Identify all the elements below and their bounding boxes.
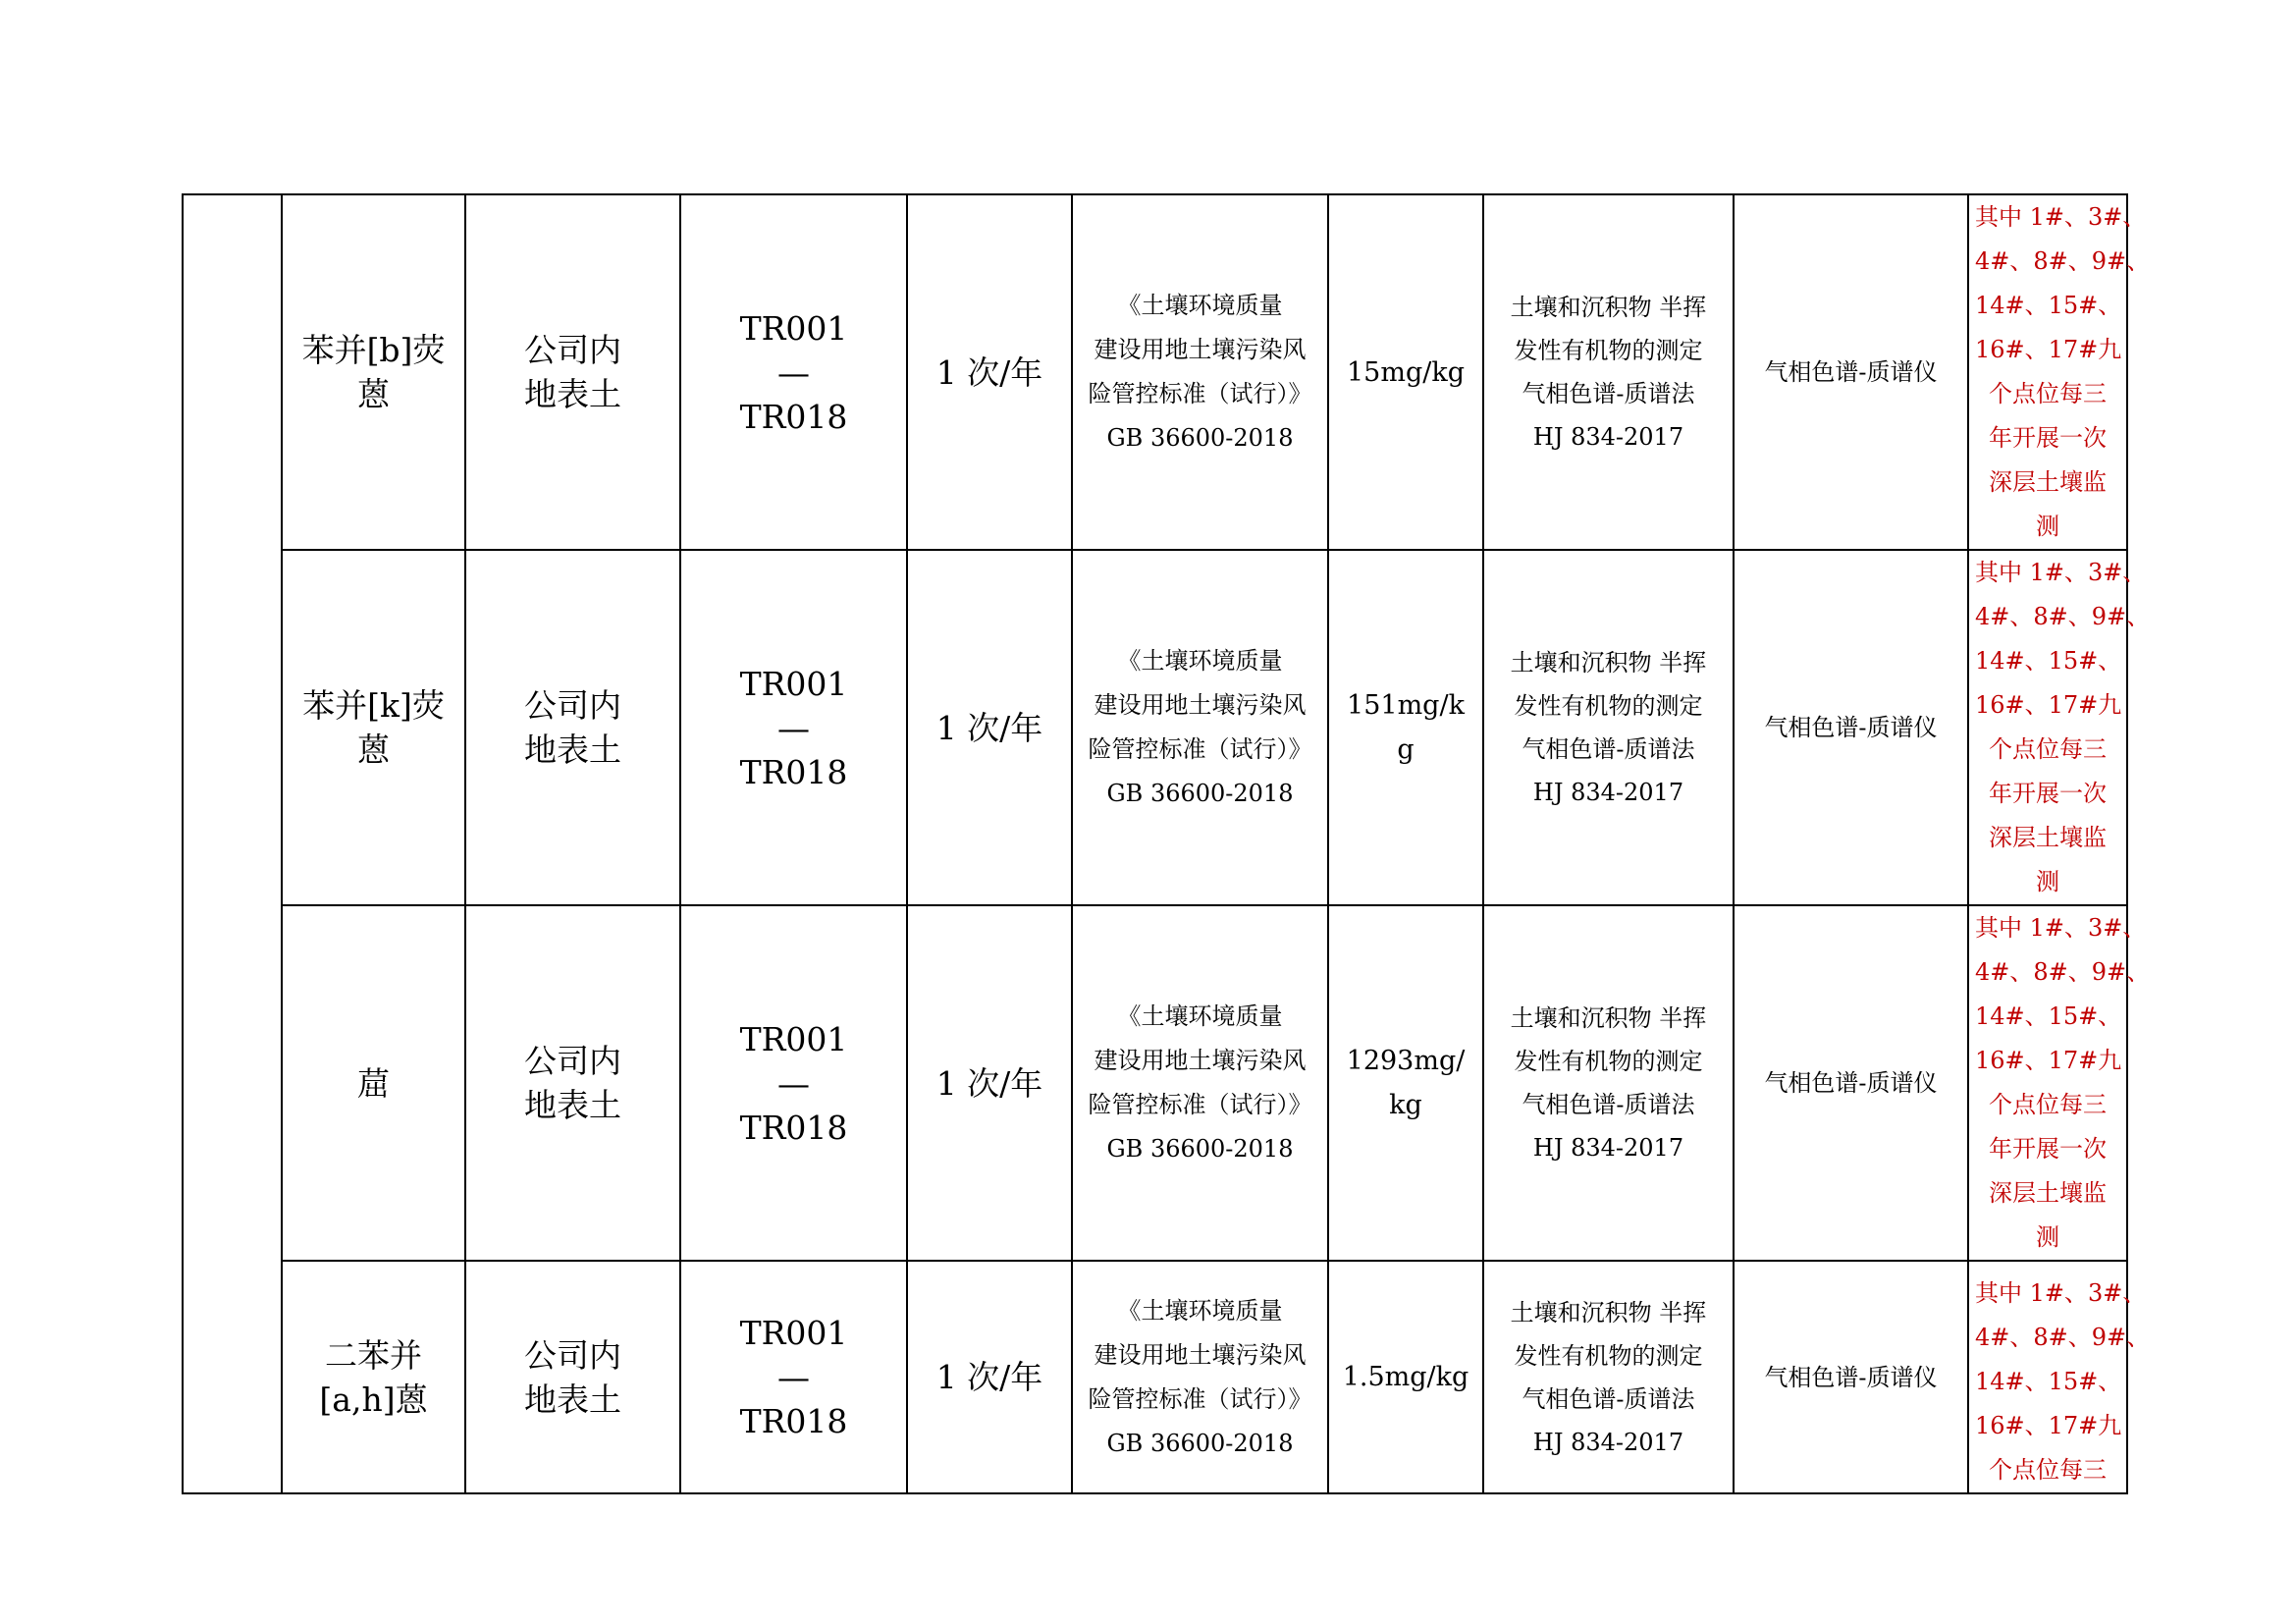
method-line: 发性有机物的测定 — [1514, 1341, 1703, 1370]
standard-cell — [1072, 550, 1328, 905]
method-line: 土壤和沉积物 半挥 — [1510, 1298, 1707, 1326]
method-line: 土壤和沉积物 半挥 — [1510, 294, 1707, 321]
table-body — [183, 194, 2151, 1493]
method-cell — [1483, 905, 1734, 1261]
pollutant-item-line: [a,h]蒽 — [319, 1380, 428, 1419]
note-cell — [1968, 1261, 2151, 1493]
point-separator: — — [777, 352, 810, 392]
method-line: HJ 834-2017 — [1532, 1428, 1684, 1456]
method-line: 发性有机物的测定 — [1514, 337, 1703, 364]
method-line: 气相色谱-质谱法 — [1522, 735, 1695, 763]
note-line: 其中 1#、3#、 — [1975, 203, 2147, 231]
method-line: 气相色谱-质谱法 — [1522, 1384, 1695, 1413]
location-line: 公司内 — [524, 1042, 621, 1080]
note-line: 测 — [2036, 513, 2059, 540]
limit-cell — [1328, 550, 1483, 905]
note-line: 16#、17#九 — [1975, 1412, 2122, 1439]
location-cell — [465, 1261, 680, 1493]
note-line: 其中 1#、3#、 — [1975, 559, 2147, 586]
point-separator: — — [777, 708, 810, 747]
category-merged-cell — [183, 194, 282, 1493]
point-start: TR001 — [739, 1314, 848, 1352]
note-line: 14#、15#、 — [1975, 647, 2122, 675]
note-line: 14#、15#、 — [1975, 1002, 2122, 1030]
method-line: HJ 834-2017 — [1532, 423, 1684, 451]
note-line: 4#、8#、9#、 — [1975, 247, 2151, 275]
location-line: 地表土 — [524, 1086, 621, 1124]
method-line: 发性有机物的测定 — [1514, 692, 1703, 720]
method-line: 发性有机物的测定 — [1514, 1048, 1703, 1075]
pollutant-item-line: 二苯并 — [325, 1335, 422, 1375]
note-line: 深层土壤监 — [1989, 824, 2107, 851]
point-start: TR001 — [739, 664, 848, 703]
standard-cell — [1072, 194, 1328, 550]
pollutant-item-line: 苯并[b]荧 — [301, 331, 446, 369]
frequency-text: 1 次/年 — [935, 708, 1043, 747]
note-line: 14#、15#、 — [1975, 292, 2122, 319]
instrument-text: 气相色谱-质谱仪 — [1764, 1363, 1938, 1391]
location-line: 地表土 — [524, 731, 621, 769]
location-line: 地表土 — [524, 1380, 621, 1419]
point-range-cell — [680, 905, 907, 1261]
note-line: 年开展一次 — [1989, 1135, 2107, 1163]
table-row — [183, 550, 2127, 905]
limit-cell — [1328, 905, 1483, 1261]
standard-line: 《土壤环境质量 — [1117, 1002, 1283, 1030]
note-line: 其中 1#、3#、 — [1975, 914, 2147, 942]
location-line: 公司内 — [524, 331, 621, 369]
standard-line: 建设用地土壤污染风 — [1094, 1340, 1307, 1369]
method-line: 土壤和沉积物 半挥 — [1510, 1004, 1707, 1032]
note-line: 年开展一次 — [1989, 780, 2107, 807]
frequency-text: 1 次/年 — [935, 352, 1043, 392]
frequency-cell — [907, 905, 1072, 1261]
standard-line: GB 36600-2018 — [1106, 424, 1294, 452]
instrument-text: 气相色谱-质谱仪 — [1764, 714, 1938, 741]
note-line: 年开展一次 — [1989, 424, 2107, 452]
standard-line: GB 36600-2018 — [1106, 1429, 1294, 1457]
point-range-cell — [680, 1261, 907, 1493]
method-line: HJ 834-2017 — [1532, 1134, 1684, 1162]
pollutant-item-cell — [282, 905, 465, 1261]
table-row — [183, 1261, 2127, 1493]
standard-line: 《土壤环境质量 — [1117, 647, 1283, 675]
frequency-cell — [907, 550, 1072, 905]
limit-cell — [1328, 1261, 1483, 1493]
standard-line: 建设用地土壤污染风 — [1094, 336, 1307, 363]
limit-value: 15mg/kg — [1347, 356, 1465, 388]
frequency-cell — [907, 194, 1072, 550]
method-cell — [1483, 550, 1734, 905]
pollutant-item-line: 蒽 — [357, 731, 390, 769]
standard-line: 险管控标准（试行）》 — [1088, 1091, 1312, 1118]
frequency-text: 1 次/年 — [935, 1358, 1043, 1396]
limit-value: 151mg/kg — [1347, 690, 1465, 765]
instrument-cell — [1734, 194, 1968, 550]
method-line: 气相色谱-质谱法 — [1522, 380, 1695, 407]
pollutant-item-cell — [282, 550, 465, 905]
note-line: 测 — [2036, 868, 2059, 895]
limit-value: 1.5mg/kg — [1342, 1362, 1469, 1392]
standard-line: 险管控标准（试行）》 — [1088, 735, 1312, 763]
standard-line: GB 36600-2018 — [1106, 1135, 1294, 1163]
point-separator: — — [777, 1063, 810, 1103]
note-line: 个点位每三 — [1989, 1456, 2107, 1484]
pollutant-item-cell — [282, 1261, 465, 1493]
instrument-text: 气相色谱-质谱仪 — [1764, 358, 1938, 386]
method-line: 土壤和沉积物 半挥 — [1510, 649, 1707, 677]
note-line: 4#、8#、9#、 — [1975, 958, 2151, 986]
note-cell — [1968, 550, 2151, 905]
note-cell — [1968, 905, 2151, 1261]
note-line: 16#、17#九 — [1975, 691, 2122, 719]
method-line: HJ 834-2017 — [1532, 779, 1684, 806]
note-line: 个点位每三 — [1989, 735, 2107, 763]
location-cell — [465, 550, 680, 905]
point-end: TR018 — [739, 752, 848, 791]
note-line: 14#、15#、 — [1975, 1368, 2122, 1395]
method-cell — [1483, 194, 1734, 550]
note-line: 16#、17#九 — [1975, 336, 2122, 363]
note-line: 个点位每三 — [1989, 380, 2107, 407]
location-line: 公司内 — [524, 1335, 621, 1375]
standard-line: 险管控标准（试行）》 — [1088, 1384, 1312, 1413]
note-line: 深层土壤监 — [1989, 1179, 2107, 1207]
pollutant-item-cell — [282, 194, 465, 550]
location-cell — [465, 905, 680, 1261]
limit-value: 1293mg/kg — [1346, 1046, 1466, 1120]
standard-line: 《土壤环境质量 — [1117, 1296, 1283, 1325]
note-cell — [1968, 194, 2151, 550]
note-line: 16#、17#九 — [1975, 1047, 2122, 1074]
location-line: 地表土 — [524, 375, 621, 413]
pollutant-item-line: 䓛 — [357, 1063, 390, 1103]
standard-line: 建设用地土壤污染风 — [1094, 691, 1307, 719]
point-range-cell — [680, 550, 907, 905]
point-start: TR001 — [739, 308, 848, 348]
instrument-cell — [1734, 1261, 1968, 1493]
point-separator: — — [777, 1358, 810, 1396]
instrument-cell — [1734, 905, 1968, 1261]
location-line: 公司内 — [524, 686, 621, 725]
limit-cell — [1328, 194, 1483, 550]
pollutant-item-line: 苯并[k]荧 — [302, 686, 445, 725]
standard-line: 险管控标准（试行）》 — [1088, 380, 1312, 407]
note-line: 4#、8#、9#、 — [1975, 1324, 2151, 1351]
point-start: TR001 — [739, 1019, 848, 1058]
method-cell — [1483, 1261, 1734, 1493]
standard-line: 《土壤环境质量 — [1117, 292, 1283, 319]
standard-cell — [1072, 1261, 1328, 1493]
note-line: 个点位每三 — [1989, 1091, 2107, 1118]
instrument-cell — [1734, 550, 1968, 905]
standard-line: 建设用地土壤污染风 — [1094, 1047, 1307, 1074]
monitoring-table — [182, 193, 2151, 1494]
location-cell — [465, 194, 680, 550]
table-row — [183, 905, 2127, 1261]
instrument-text: 气相色谱-质谱仪 — [1764, 1069, 1938, 1097]
standard-line: GB 36600-2018 — [1106, 780, 1294, 807]
standard-cell — [1072, 905, 1328, 1261]
point-end: TR018 — [739, 397, 848, 436]
frequency-cell — [907, 1261, 1072, 1493]
note-line: 4#、8#、9#、 — [1975, 603, 2151, 630]
table-row — [183, 194, 2127, 550]
note-line: 测 — [2036, 1223, 2059, 1251]
point-range-cell — [680, 194, 907, 550]
note-line: 深层土壤监 — [1989, 468, 2107, 496]
point-end: TR018 — [739, 1402, 848, 1440]
frequency-text: 1 次/年 — [935, 1063, 1043, 1103]
note-line: 其中 1#、3#、 — [1975, 1279, 2147, 1307]
point-end: TR018 — [739, 1108, 848, 1147]
pollutant-item-line: 蒽 — [357, 375, 390, 413]
method-line: 气相色谱-质谱法 — [1522, 1091, 1695, 1118]
